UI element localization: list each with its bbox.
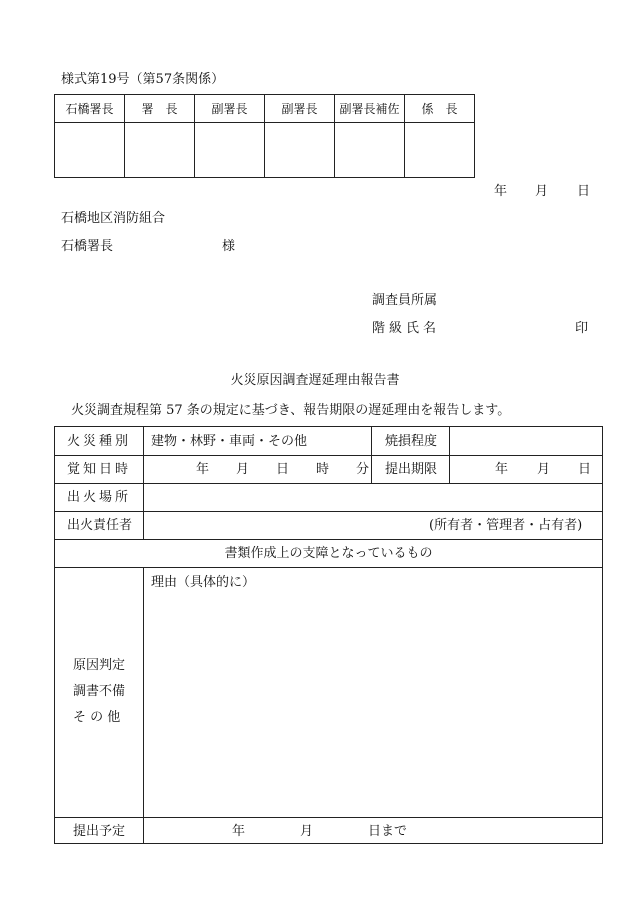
awareness-datetime-label: 覚知日時 — [67, 462, 132, 477]
approval-header: 署 長 — [125, 95, 195, 123]
deadline-month-unit: 月 — [537, 462, 551, 477]
addressee-organization: 石橋地区消防組合 — [61, 211, 166, 226]
report-date-month: 月 — [535, 184, 549, 199]
report-date-day: 日 — [577, 184, 591, 199]
seal-label: 印 — [575, 321, 589, 336]
document-title: 火災原因調査遅延理由報告書 — [230, 373, 400, 388]
deadline-day-unit: 日 — [578, 462, 592, 477]
awareness-day-unit: 日 — [276, 462, 290, 477]
reason-detail-label: 理由（具体的に） — [151, 575, 256, 590]
planned-submission-label: 提出予定 — [73, 824, 126, 839]
awareness-month-unit: 月 — [236, 462, 250, 477]
reason-option-cause-judgment: 原因判定 — [73, 658, 126, 673]
approval-stamp-table — [54, 94, 475, 178]
approval-header: 副署長補佐 — [335, 95, 405, 123]
fire-type-options[interactable]: 建物・林野・車両・その他 — [151, 434, 308, 449]
approval-stamp-cell[interactable] — [195, 123, 265, 178]
approval-stamp-cell[interactable] — [335, 123, 405, 178]
approval-stamp-cell[interactable] — [405, 123, 475, 178]
fire-location-field[interactable] — [145, 484, 601, 510]
fire-location-label: 出火場所 — [67, 490, 132, 505]
planned-day-unit: 日まで — [368, 824, 408, 839]
reason-detail-field[interactable] — [145, 597, 601, 815]
damage-level-label: 焼損程度 — [385, 434, 438, 449]
approval-header: 石橋署長 — [55, 95, 125, 123]
deadline-year-unit: 年 — [495, 462, 509, 477]
form-number-label: 様式第19号（第57条関係） — [61, 72, 225, 87]
awareness-year-unit: 年 — [196, 462, 210, 477]
addressee-chief: 石橋署長 — [61, 239, 114, 254]
responsible-person-note: (所有者・管理者・占有者) — [429, 518, 583, 533]
approval-header: 係 長 — [405, 95, 475, 123]
reason-option-report-deficiency: 調書不備 — [73, 684, 126, 699]
approval-stamp-cell[interactable] — [265, 123, 335, 178]
obstacle-section-header: 書類作成上の支障となっているもの — [224, 546, 433, 561]
planned-year-unit: 年 — [232, 824, 246, 839]
approval-stamp-cell[interactable] — [125, 123, 195, 178]
responsible-person-label: 出火責任者 — [67, 518, 133, 533]
approval-header: 副署長 — [195, 95, 265, 123]
approval-header: 副署長 — [265, 95, 335, 123]
intro-text: 火災調査規程第 57 条の規定に基づき、報告期限の遅延理由を報告します。 — [71, 403, 511, 418]
damage-level-field[interactable] — [451, 428, 601, 454]
awareness-hour-unit: 時 — [316, 462, 330, 477]
awareness-minute-unit: 分 — [356, 462, 370, 477]
planned-month-unit: 月 — [300, 824, 314, 839]
approval-stamp-cell[interactable] — [55, 123, 125, 178]
fire-type-label: 火災種別 — [67, 434, 132, 449]
report-form-table — [54, 426, 603, 844]
report-date-year: 年 — [494, 184, 508, 199]
deadline-label: 提出期限 — [385, 462, 438, 477]
reason-option-other: そ の 他 — [73, 710, 121, 725]
investigator-affiliation-label: 調査員所属 — [372, 293, 438, 308]
investigator-rank-name-label: 階級氏名 — [372, 321, 441, 336]
addressee-honorific: 様 — [222, 239, 236, 254]
